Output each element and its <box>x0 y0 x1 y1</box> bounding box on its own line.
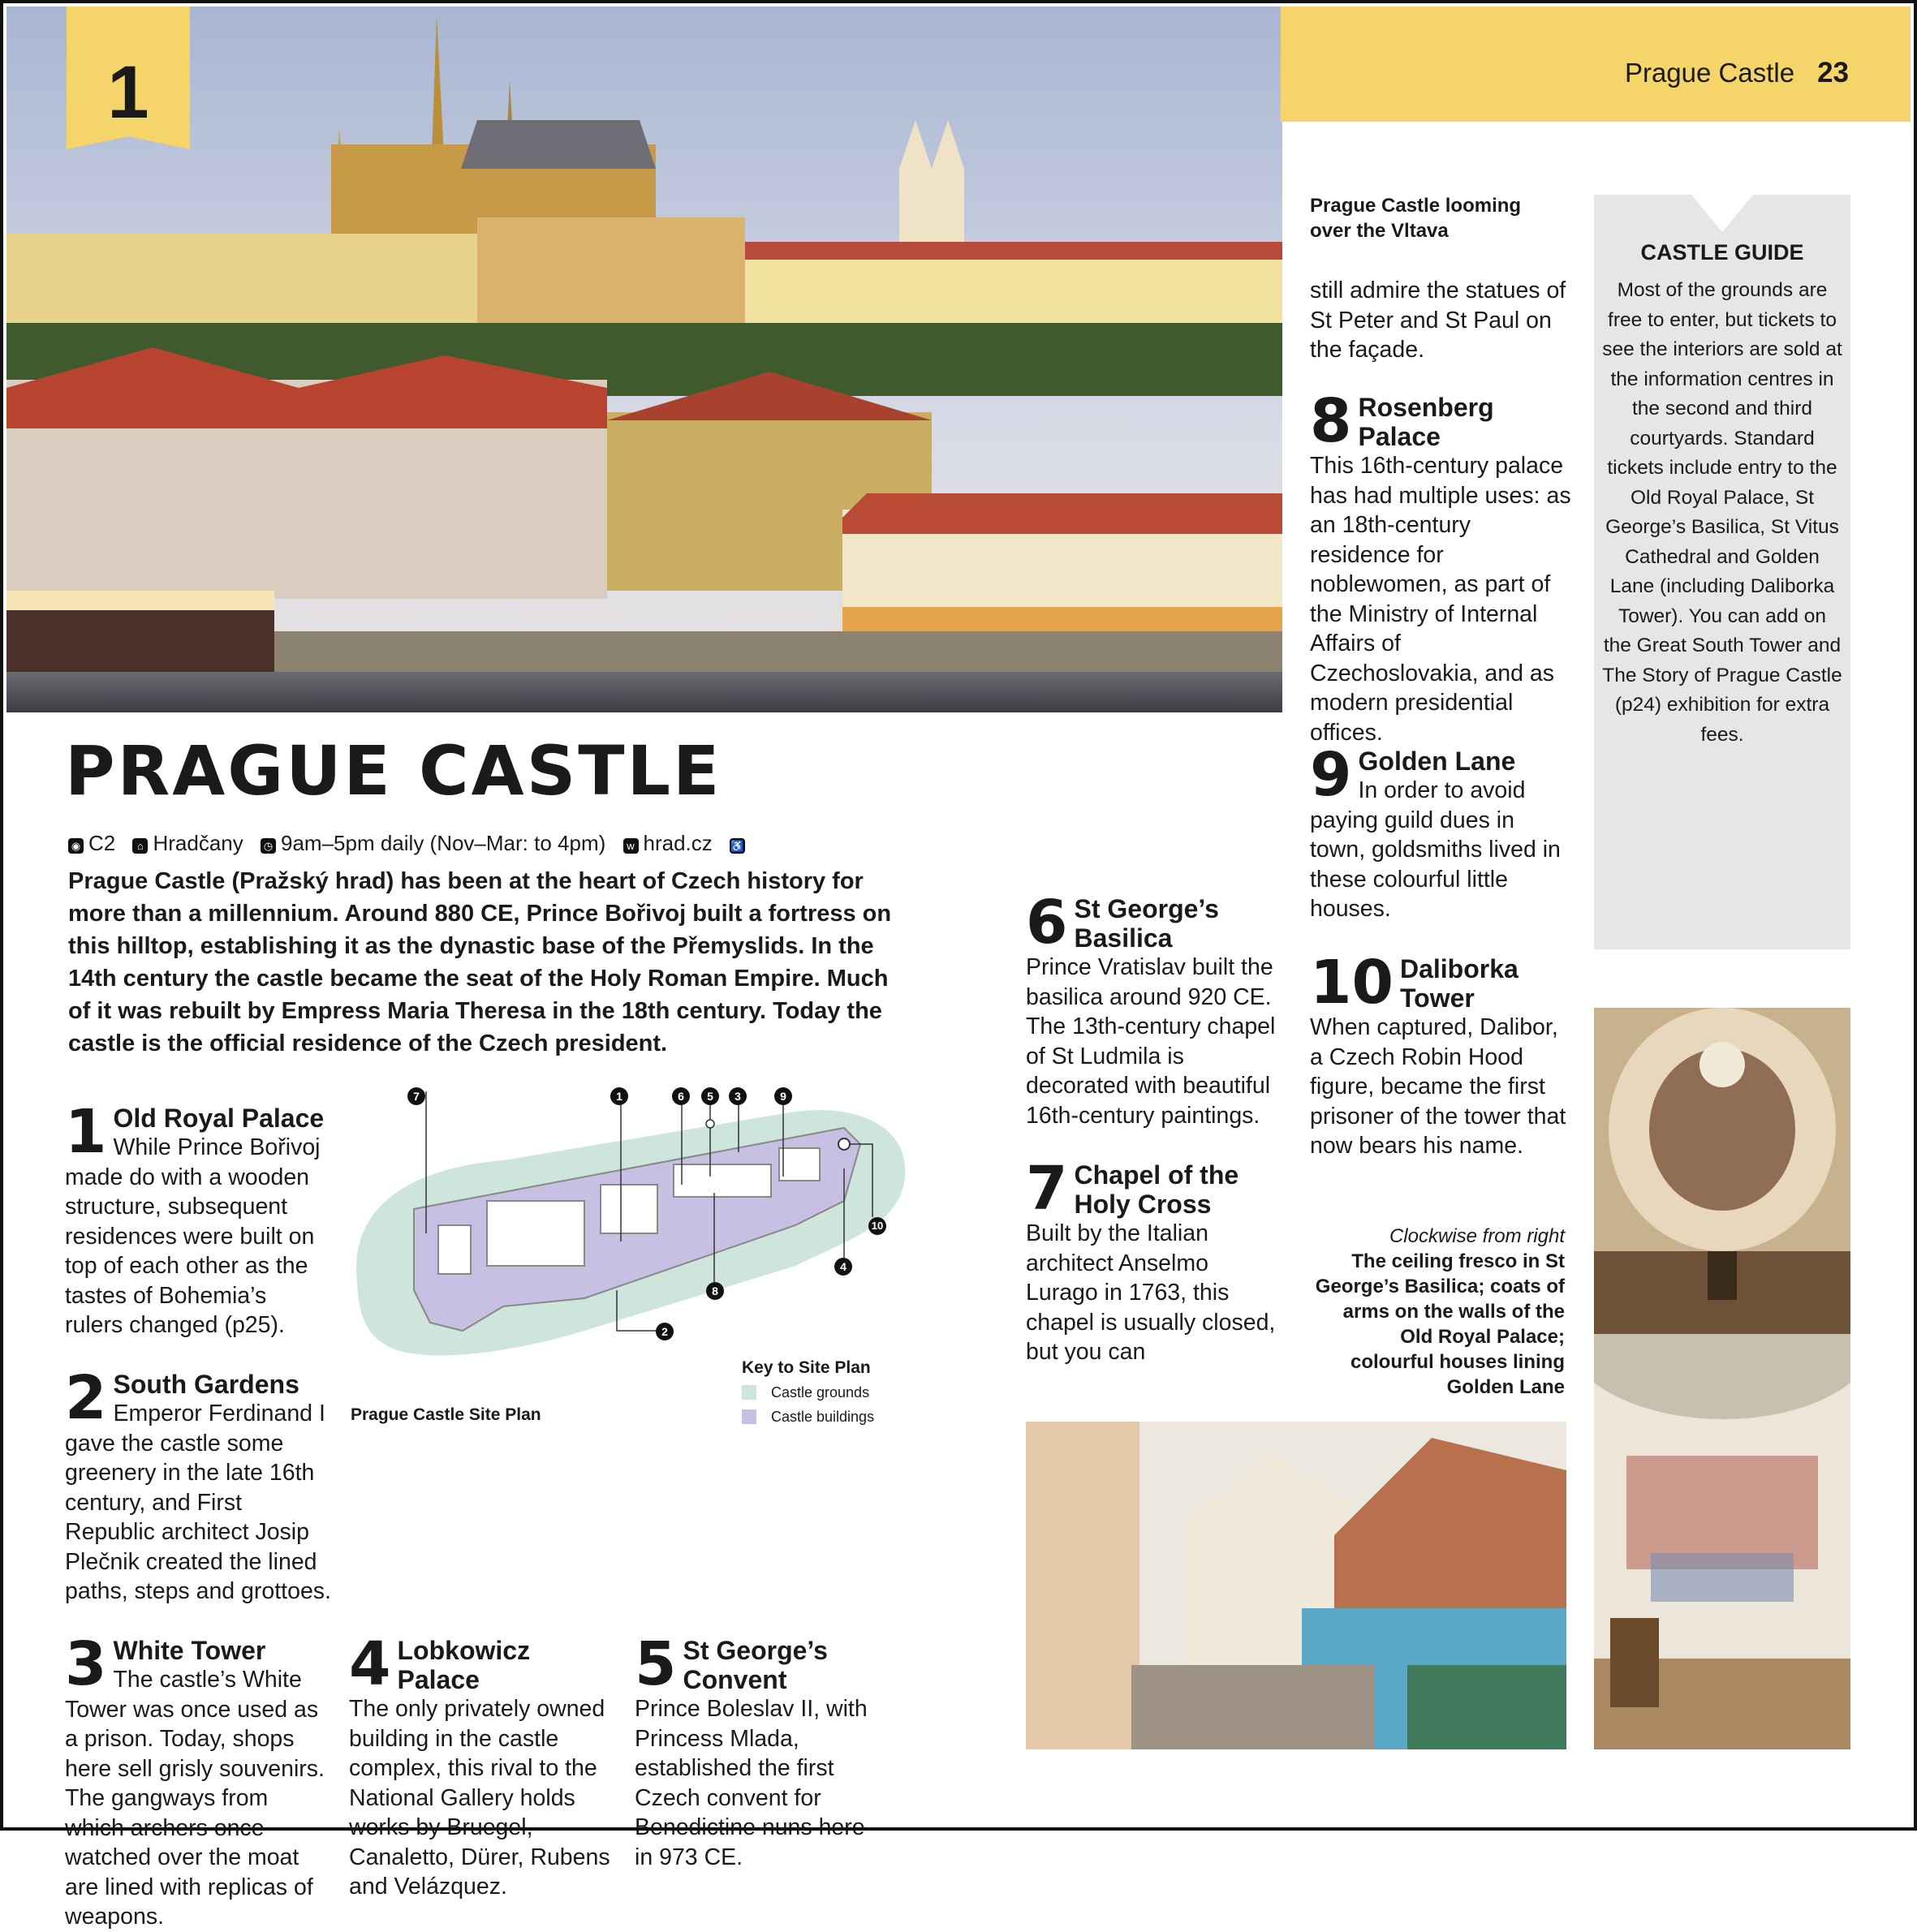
grounds-swatch <box>742 1385 756 1400</box>
plan-marker: 5 <box>701 1087 719 1105</box>
hero-caption: Prague Castle looming over the Vltava <box>1310 195 1522 242</box>
plan-marker: 1 <box>610 1087 628 1105</box>
photo-coats-of-arms <box>1594 1334 1850 1749</box>
hours: 9am–5pm daily (Nov–Mar: to 4pm) <box>281 831 606 855</box>
site-plan-title: Prague Castle Site Plan <box>351 1405 541 1424</box>
plan-marker: 6 <box>672 1087 690 1105</box>
map-ref: C2 <box>88 831 116 855</box>
entry-1 <box>65 1097 325 1340</box>
entry-5 <box>635 1629 886 1872</box>
entry-number: 10 <box>1310 948 1394 1018</box>
entry-title: St George’s Basilica <box>1074 894 1219 953</box>
entry-7 <box>1026 1154 1286 1367</box>
plan-marker: 4 <box>834 1258 852 1276</box>
entry-title: Golden Lane <box>1358 747 1516 776</box>
entry-10 <box>1310 948 1570 1161</box>
entry-text: Prince Boleslav II, with Princess Mlada, established the first Czech convent for Benedictine nuns here in 973 CE. <box>635 1696 868 1870</box>
plan-marker: 7 <box>407 1087 425 1105</box>
website-link[interactable]: hrad.cz <box>643 831 713 855</box>
entry-number: 1 <box>65 1097 107 1167</box>
caption-lead: Clockwise from right <box>1389 1225 1565 1247</box>
entry-text: While Prince Bořivoj made do with a wooden structure, subsequent residences were built on top of each other as the tastes of Bohemia’s rulers changed (p25). <box>65 1134 321 1338</box>
page-number: 23 <box>1817 57 1849 88</box>
key-label: Castle grounds <box>771 1384 870 1401</box>
entry-text: Emperor Ferdinand I gave the castle some greenery in the late 16th century, and First Republic architect Josip Plečnik created the lined paths, steps and grottoes. <box>65 1401 331 1604</box>
plan-marker: 3 <box>729 1087 747 1105</box>
entry-title: Lobkowicz Palace <box>397 1636 531 1694</box>
area: Hradčany <box>153 831 243 855</box>
page-title: PRAGUE CASTLE <box>65 731 722 811</box>
accessibility-icon: ♿ <box>730 840 744 852</box>
entry-4 <box>349 1629 617 1902</box>
entry-text: Built by the Italian architect Anselmo Lurago in 1763, this chapel is usually closed, but you can <box>1026 1220 1276 1365</box>
entry-number: 7 <box>1026 1154 1068 1224</box>
intro-paragraph: Prague Castle (Pražský hrad) has been at the heart of Czech history for more than a millennium. Around 880 CE, Prince Bořivoj built a fortress on this hilltop, establishing it as the dynastic base of the Přemyslids. In the 14th century the castle became the seat of the Holy Roman Empire. Much of it was rebuilt by Empress Maria Theresa in the 18th century. Today the castle is the official residence of the Czech president. <box>68 868 892 1056</box>
entry-number: 6 <box>1026 888 1068 957</box>
entry-title: South Gardens <box>113 1370 299 1399</box>
entry-title: Daliborka Tower <box>1399 954 1519 1013</box>
site-plan-key-title: Key to Site Plan <box>742 1358 871 1377</box>
continued-text: still admire the statues of St Peter and St Paul on the façade. <box>1310 278 1566 363</box>
plan-marker: 2 <box>656 1323 674 1340</box>
running-title: Prague Castle <box>1624 58 1795 88</box>
plan-marker: 8 <box>706 1282 724 1300</box>
key-label: Castle buildings <box>771 1409 875 1425</box>
plan-marker: 9 <box>774 1087 792 1105</box>
key-item-grounds <box>742 1384 869 1401</box>
chapter-badge <box>67 6 190 149</box>
photo-ceiling-fresco <box>1594 1008 1850 1340</box>
castle-guide-text: Most of the grounds are free to enter, but tickets to see the interiors are sold at the information centres in the second and third courtyards. Standard tickets include entry to the Old Royal Palace, St George’s Basilica, St Vitus Cathedral and Golden Lane (including Daliborka Tower). You can add on the Great South Tower and The Story of Prague Castle (p24) exhibition for extra fees. <box>1602 279 1842 746</box>
home-icon: ⌂ <box>132 838 148 854</box>
entry-title: Chapel of the Holy Cross <box>1074 1160 1239 1219</box>
entry-number: 5 <box>635 1629 677 1699</box>
entry-title: White Tower <box>113 1636 266 1665</box>
entry-text: This 16th-century palace has had multiple uses: as an 18th-century residence for noblewomen, as part of the Ministry of Internal Affairs of Czechoslovakia, and as modern presidential offices. <box>1310 453 1571 746</box>
plan-marker: 10 <box>868 1217 886 1235</box>
buildings-swatch <box>742 1409 756 1424</box>
entry-9 <box>1310 740 1570 924</box>
photo-golden-lane <box>1026 1422 1566 1749</box>
caption-text: The ceiling fresco in St George’s Basilica; coats of arms on the walls of the Old Royal Palace; colourful houses lining Golden Lane <box>1315 1250 1565 1398</box>
entry-text: Prince Vratislav built the basilica around 920 CE. The 13th-century chapel of St Ludmila is decorated with beautiful 16th-century paintings. <box>1026 954 1276 1129</box>
entry-6 <box>1026 888 1286 1130</box>
castle-guide-title: CASTLE GUIDE <box>1640 240 1804 265</box>
entry-8 <box>1310 386 1574 747</box>
web-icon: w <box>623 838 639 854</box>
key-item-buildings <box>742 1409 874 1426</box>
entry-number: 3 <box>65 1629 107 1699</box>
entry-title: St George’s Convent <box>683 1636 828 1694</box>
entry-2 <box>65 1363 333 1607</box>
photo-caption <box>1315 1224 1565 1400</box>
entry-text: When captured, Dalibor, a Czech Robin Hood figure, became the first prisoner of the tower that now bears his name. <box>1310 1014 1566 1159</box>
site-plan <box>341 1087 925 1452</box>
hero-photo <box>6 6 1282 712</box>
info-line <box>68 829 750 857</box>
entry-text: The only privately owned building in the castle complex, this rival to the National Gallery holds works by Bruegel, Canaletto, Dürer, Rubens and Velázquez. <box>349 1696 610 1900</box>
entry-title: Rosenberg Palace <box>1358 393 1494 451</box>
entry-number: 2 <box>65 1363 107 1433</box>
entry-number: 4 <box>349 1629 391 1699</box>
clock-icon: ◷ <box>261 838 276 854</box>
map-pin-icon: ◉ <box>68 838 84 854</box>
entry-number: 9 <box>1310 740 1352 810</box>
castle-guide-box <box>1594 195 1850 949</box>
entry-number: 8 <box>1310 386 1352 456</box>
running-header <box>1281 57 1849 89</box>
chapter-number: 1 <box>107 51 149 134</box>
entry-text: In order to avoid paying guild dues in town, goldsmiths lived in these colourful little houses. <box>1310 777 1561 922</box>
entry-3 <box>65 1629 333 1932</box>
entry-text: The castle’s White Tower was once used as a prison. Today, shops here sell grisly souvenirs. The gangways from which archers once watched over the moat are lined with replicas of weapons. <box>65 1667 325 1930</box>
entry-title: Old Royal Palace <box>113 1104 325 1133</box>
